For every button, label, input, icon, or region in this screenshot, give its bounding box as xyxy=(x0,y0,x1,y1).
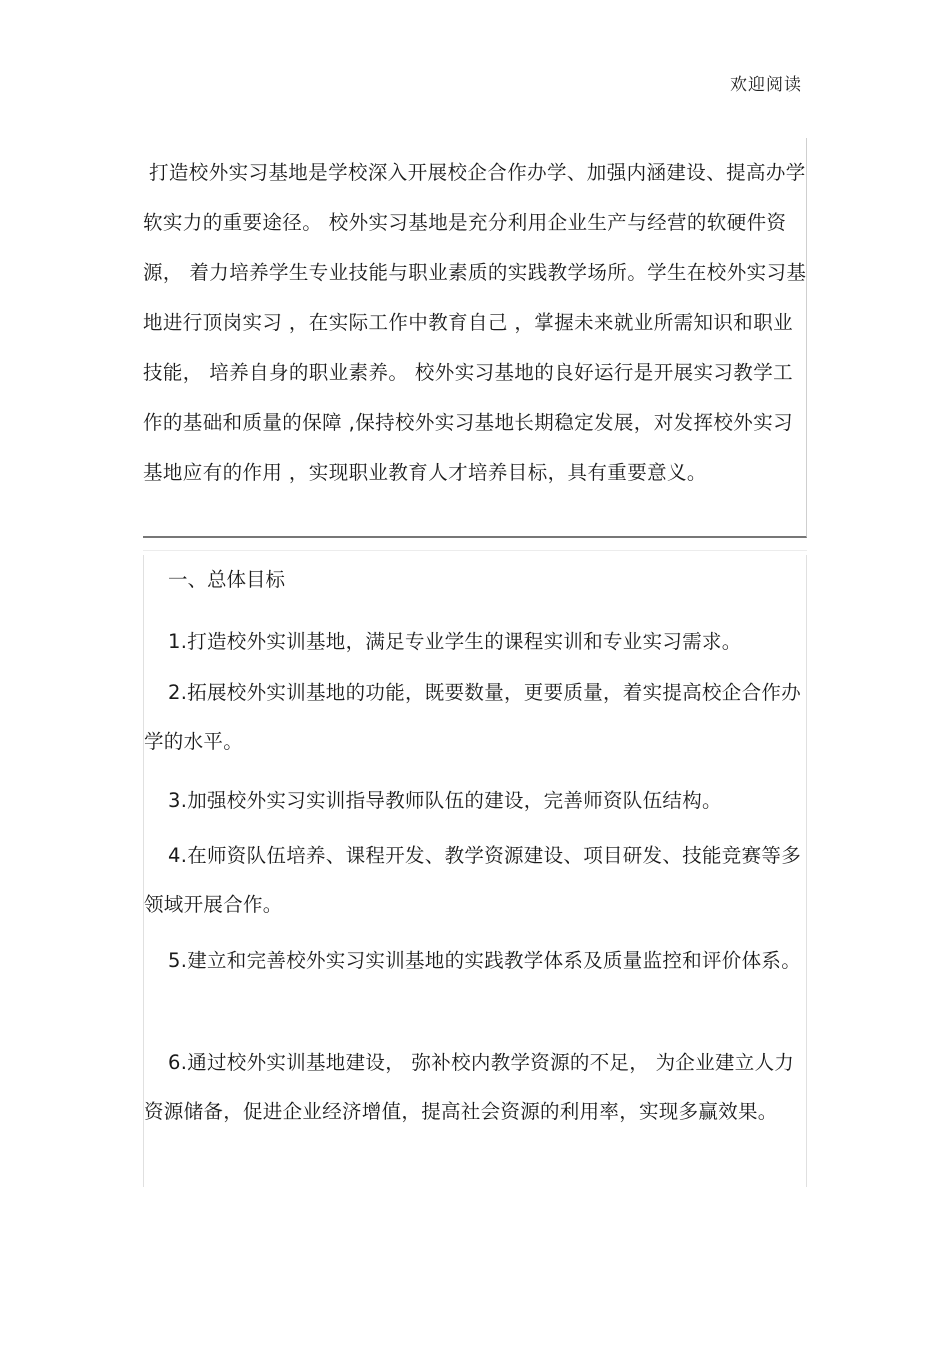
goal-item-4: 4.在师资队伍培养、课程开发、教学资源建设、项目研发、技能竞赛等多领域开展合作。 xyxy=(144,844,802,916)
section-divider xyxy=(143,550,807,551)
goal-item-2: 2.拓展校外实训基地的功能，既要数量，更要质量，着实提高校企合作办学的水平。 xyxy=(144,681,802,753)
goal-item-1: 1.打造校外实训基地，满足专业学生的课程实训和专业实习需求。 xyxy=(168,630,742,653)
intro-paragraph: 打造校外实习基地是学校深入开展校企合作办学、加强内涵建设、提高办学软实力的重要途径。 校外实习基地是充分利用企业生产与经营的软硬件资源， 着力培养学生专业技能与职业素质的实践教学场所。学生在校外实习基地进行顶岗实习 ，在实际工作中教育自己 ，掌握未来就业所需知识和职业技能， 培养自身的职业素养。 校外实习基地的良好运行是开展实习教学工作的基础和质量的保障 ,保持校外实习基地长期稳定发展，对发挥校外实习基地应有的作用 ，实现职业教育人才培养目标，具有重要意义。 xyxy=(143,161,807,484)
intro-section xyxy=(143,138,807,538)
goals-section xyxy=(143,555,807,1187)
page-header-label: 欢迎阅读 xyxy=(730,75,802,95)
goal-item-3: 3.加强校外实习实训指导教师队伍的建设，完善师资队伍结构。 xyxy=(168,789,722,812)
goals-section-title: 一、总体目标 xyxy=(168,568,286,591)
goal-item-5: 5.建立和完善校外实习实训基地的实践教学体系及质量监控和评价体系。 xyxy=(168,949,802,972)
goal-item-6: 6.通过校外实训基地建设， 弥补校内教学资源的不足， 为企业建立人力资源储备，促进企业经济增值，提高社会资源的利用率，实现多赢效果。 xyxy=(144,1051,795,1123)
